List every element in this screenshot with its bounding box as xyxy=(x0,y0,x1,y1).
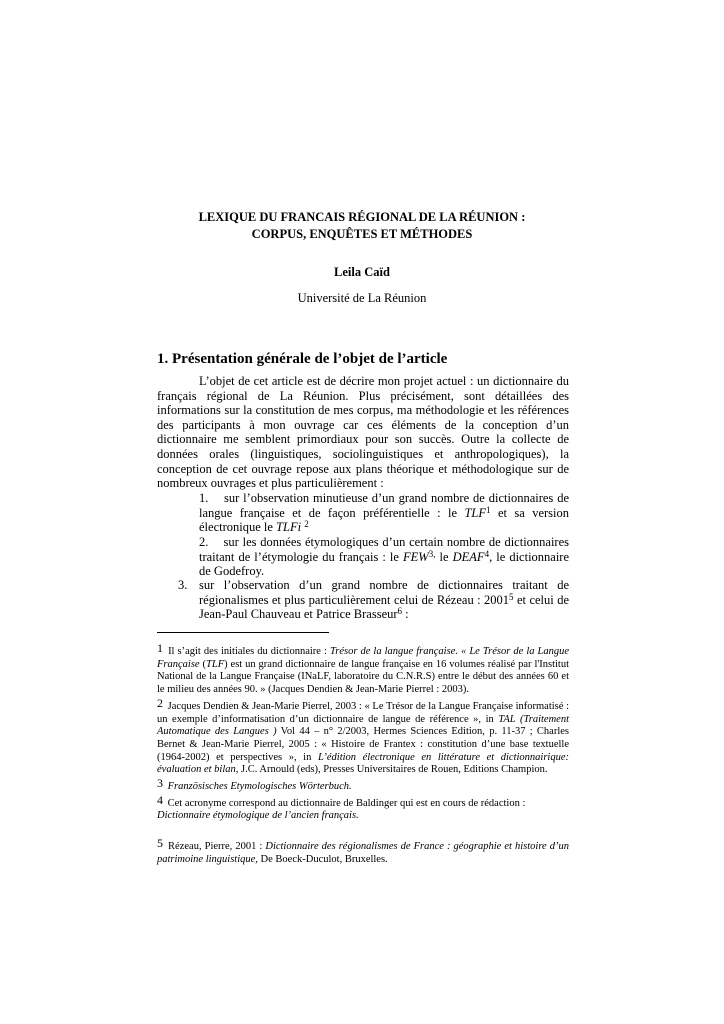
deaf-acronym: DEAF xyxy=(452,549,485,564)
footnote-text: Jacques Dendien & Jean-Marie Pierrel, 2003 : « Le Trésor de la Langue Française informatisé : un exemple d’informatisation d’un dictionnaire de langue de référence », in xyxy=(157,700,569,725)
author-affiliation: Université de La Réunion xyxy=(297,291,427,305)
list-number: 2. xyxy=(199,535,209,549)
few-acronym: FEW xyxy=(403,549,429,564)
footnote-3 xyxy=(157,777,569,794)
footnote-2 xyxy=(157,697,569,777)
footnote-ref[interactable]: 5 xyxy=(509,591,514,602)
list-item xyxy=(199,578,569,622)
footnotes xyxy=(157,642,569,867)
footnote-4 xyxy=(157,794,569,823)
title-line-1: LEXIQUE DU FRANCAIS RÉGIONAL DE LA RÉUNION : xyxy=(198,210,526,224)
list-text: sur l’observation minutieuse d’un grand nombre de dictionnaires de langue française et de façon préférentielle : le xyxy=(199,491,569,520)
footnote-number: 3 xyxy=(157,776,163,791)
footnote-1 xyxy=(157,642,569,697)
footnote-italic: TAL (Traitement Automatique des Langues ) xyxy=(157,713,570,738)
footnote-number: 2 xyxy=(157,695,163,710)
footnote-ref[interactable]: 6 xyxy=(397,606,403,617)
footnote-text: ( xyxy=(202,658,207,670)
footnote-italic: L’édition électronique en littérature et dictionnairique: évaluation et bilan xyxy=(157,751,569,776)
list-text: , le dictionnaire de Godefroy. xyxy=(199,549,570,579)
list-text: le xyxy=(439,549,449,564)
footnote-text: Cet acronyme correspond au dictionnaire de Baldinger qui est en cours de rédaction : xyxy=(167,797,526,809)
footnote-italic: Dictionnaire des régionalismes de France : géographie et histoire d’un patrimoine linguistique xyxy=(157,841,569,865)
footnote-text: ) est un grand dictionnaire de langue française en 16 volumes réalisé par l'Institut National de la Langue Française (INaLF, laboratoire du C.N.R.S) entre le début des années 60 et le milieu des années 90. » (Jacques Dendien & Jean-Marie Pierrel : 2003). xyxy=(157,658,570,696)
author-name: Leila Caïd xyxy=(334,265,390,279)
footnote-ref[interactable]: 4 xyxy=(484,548,490,559)
document-title xyxy=(0,209,724,243)
list-text: et sa version électronique le xyxy=(199,505,570,535)
footnote-italic: TLF xyxy=(206,658,225,670)
list-number: 1. xyxy=(199,491,209,505)
footnote-5 xyxy=(157,837,569,866)
footnote-ref[interactable]: 2 xyxy=(304,519,309,530)
footnote-italic: Dictionnaire étymologique de l’ancien français. xyxy=(157,810,359,822)
footnote-text: Il s’agit des initiales du dictionnaire : xyxy=(168,646,327,657)
footnote-italic: Französisches Etymologisches Wörterbuch. xyxy=(167,781,352,793)
footnote-divider xyxy=(157,632,329,633)
footnote-text: Vol 44 – n° 2/2003, Hermes Sciences Edition, p. 11-37 ; Charles Bernet & Jean-Marie Pierrel, 2005 : « Histoire de Frantex : constitution d’une base textuelle (1964-2002) et perspectives », in xyxy=(157,726,569,763)
list-text: sur l’observation d’un grand nombre de dictionnaires traitant de régionalismes et plus particulièrement celui de Rézeau : 2001 xyxy=(199,578,569,607)
section-heading: 1. Présentation générale de l’objet de l’article xyxy=(157,351,448,367)
list-text: : xyxy=(402,607,409,622)
footnote-number: 4 xyxy=(157,792,163,807)
list-item xyxy=(199,535,569,579)
footnote-number: 5 xyxy=(157,836,163,851)
footnote-number: 1 xyxy=(157,641,163,655)
tlf-acronym: TLF xyxy=(464,505,487,520)
footnote-text: , De Boeck-Duculot, Bruxelles. xyxy=(255,853,388,865)
footnote-ref[interactable]: 1 xyxy=(486,504,491,515)
footnote-ref[interactable]: 3, xyxy=(428,548,436,559)
footnote-italic: Trésor de la langue française. « Le Trésor de la Langue Française xyxy=(157,646,570,670)
list-item xyxy=(199,491,569,535)
footnote-text: Rézeau, Pierre, 2001 : xyxy=(168,841,263,853)
paragraph-text: L’objet de cet article est de décrire mon projet actuel : un dictionnaire du français régional de La Réunion. Plus précisément, sont détaillées des informations sur la constitution de mes corpus, ma méthodologie et les références des participants à mon ouvrage car ces éléments de la conception d’un dictionnaire me semblent primordiaux pour son succès. Outre la collecte de données orales (linguistiques, sociolinguistiques et anthropologiques), la conception de cet ouvrage repose aux plans théorique et méthodologique sur de nombreux ouvrages et plus particulièrement : xyxy=(157,374,569,491)
list-text: sur les données étymologiques d’un certain nombre de dictionnaires traitant de l’étymologie du français : le xyxy=(199,535,570,564)
list-text: et celui de Jean-Paul Chauveau et Patrice Brasseur xyxy=(199,592,569,622)
footnote-text: , J.C. Arnould (eds), Presses Universitaires de Rouen, Editions Champion. xyxy=(235,764,548,776)
intro-paragraph xyxy=(157,374,569,491)
list-number: 3. xyxy=(178,578,188,592)
tlfi-acronym: TLFi xyxy=(276,520,302,535)
title-line-2: CORPUS, ENQUÊTES ET MÉTHODES xyxy=(251,227,473,241)
